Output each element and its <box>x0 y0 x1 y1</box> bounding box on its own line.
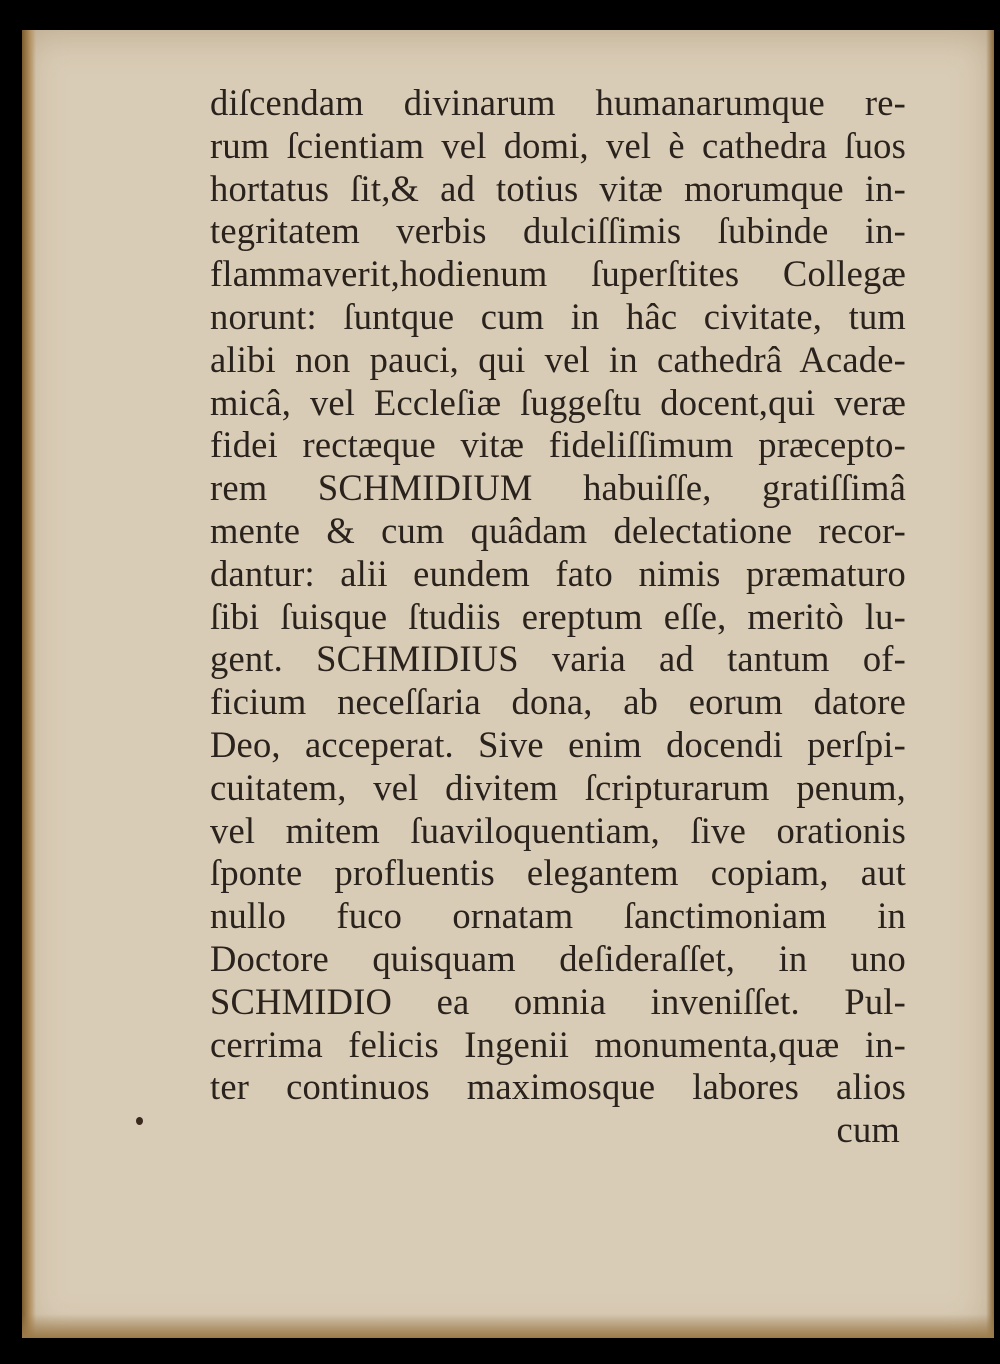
text-line: cerrima felicis Ingenii monumenta,quæ in- <box>210 1023 906 1065</box>
text-line: cuitatem, vel divitem ſcripturarum penum, <box>210 766 906 808</box>
text-line: tegritatem verbis dulciſſimis ſubinde in- <box>210 210 906 252</box>
catchword: cum <box>836 1109 900 1151</box>
text-line: gent. SCHMIDIUS varia ad tantum of- <box>210 638 906 680</box>
text-line: ter continuos maximosque labores alios <box>210 1066 906 1108</box>
text-line: alibi non pauci, qui vel in cathedrâ Acade- <box>210 338 906 380</box>
text-line: micâ, vel Eccleſiæ ſuggeſtu docent,qui veræ <box>210 381 906 423</box>
text-line: Deo, acceperat. Sive enim docendi perſpi- <box>210 723 906 765</box>
book-page <box>22 30 994 1338</box>
text-line: hortatus ſit,& ad totius vitæ morumque in- <box>210 167 906 209</box>
page-bottom-edge <box>22 1314 994 1338</box>
text-block <box>210 82 906 1152</box>
text-line: rum ſcientiam vel domi, vel è cathedra ſuos <box>210 124 906 166</box>
text-line: diſcendam divinarum humanarumque re- <box>210 82 906 123</box>
text-line: dantur: alii eundem fato nimis præmaturo <box>210 552 906 594</box>
text-line: mente & cum quâdam delectatione recor- <box>210 509 906 551</box>
text-line: vel mitem ſuaviloquentiam, ſive orationis <box>210 809 906 851</box>
text-line: flammaverit,hodienum ſuperſtites Collegæ <box>210 253 906 295</box>
text-line: ſibi ſuisque ſtudiis ereptum eſſe, meritò lu- <box>210 595 906 637</box>
text-line: nullo fuco ornatam ſanctimoniam in <box>210 895 906 937</box>
page-fore-edge <box>986 30 994 1338</box>
text-line: ſponte profluentis elegantem copiam, aut <box>210 852 906 894</box>
text-line: Doctore quisquam deſideraſſet, in uno <box>210 937 906 979</box>
text-line: fidei rectæque vitæ fideliſſimum præcepto- <box>210 424 906 466</box>
text-line: ficium neceſſaria dona, ab eorum datore <box>210 681 906 723</box>
text-line: SCHMIDIO ea omnia inveniſſet. Pul- <box>210 980 906 1022</box>
text-line: rem SCHMIDIUM habuiſſe, gratiſſimâ <box>210 467 906 509</box>
ink-stain <box>136 1117 143 1125</box>
page-gutter-edge <box>22 30 36 1338</box>
text-line: norunt: ſuntque cum in hâc civitate, tum <box>210 295 906 337</box>
